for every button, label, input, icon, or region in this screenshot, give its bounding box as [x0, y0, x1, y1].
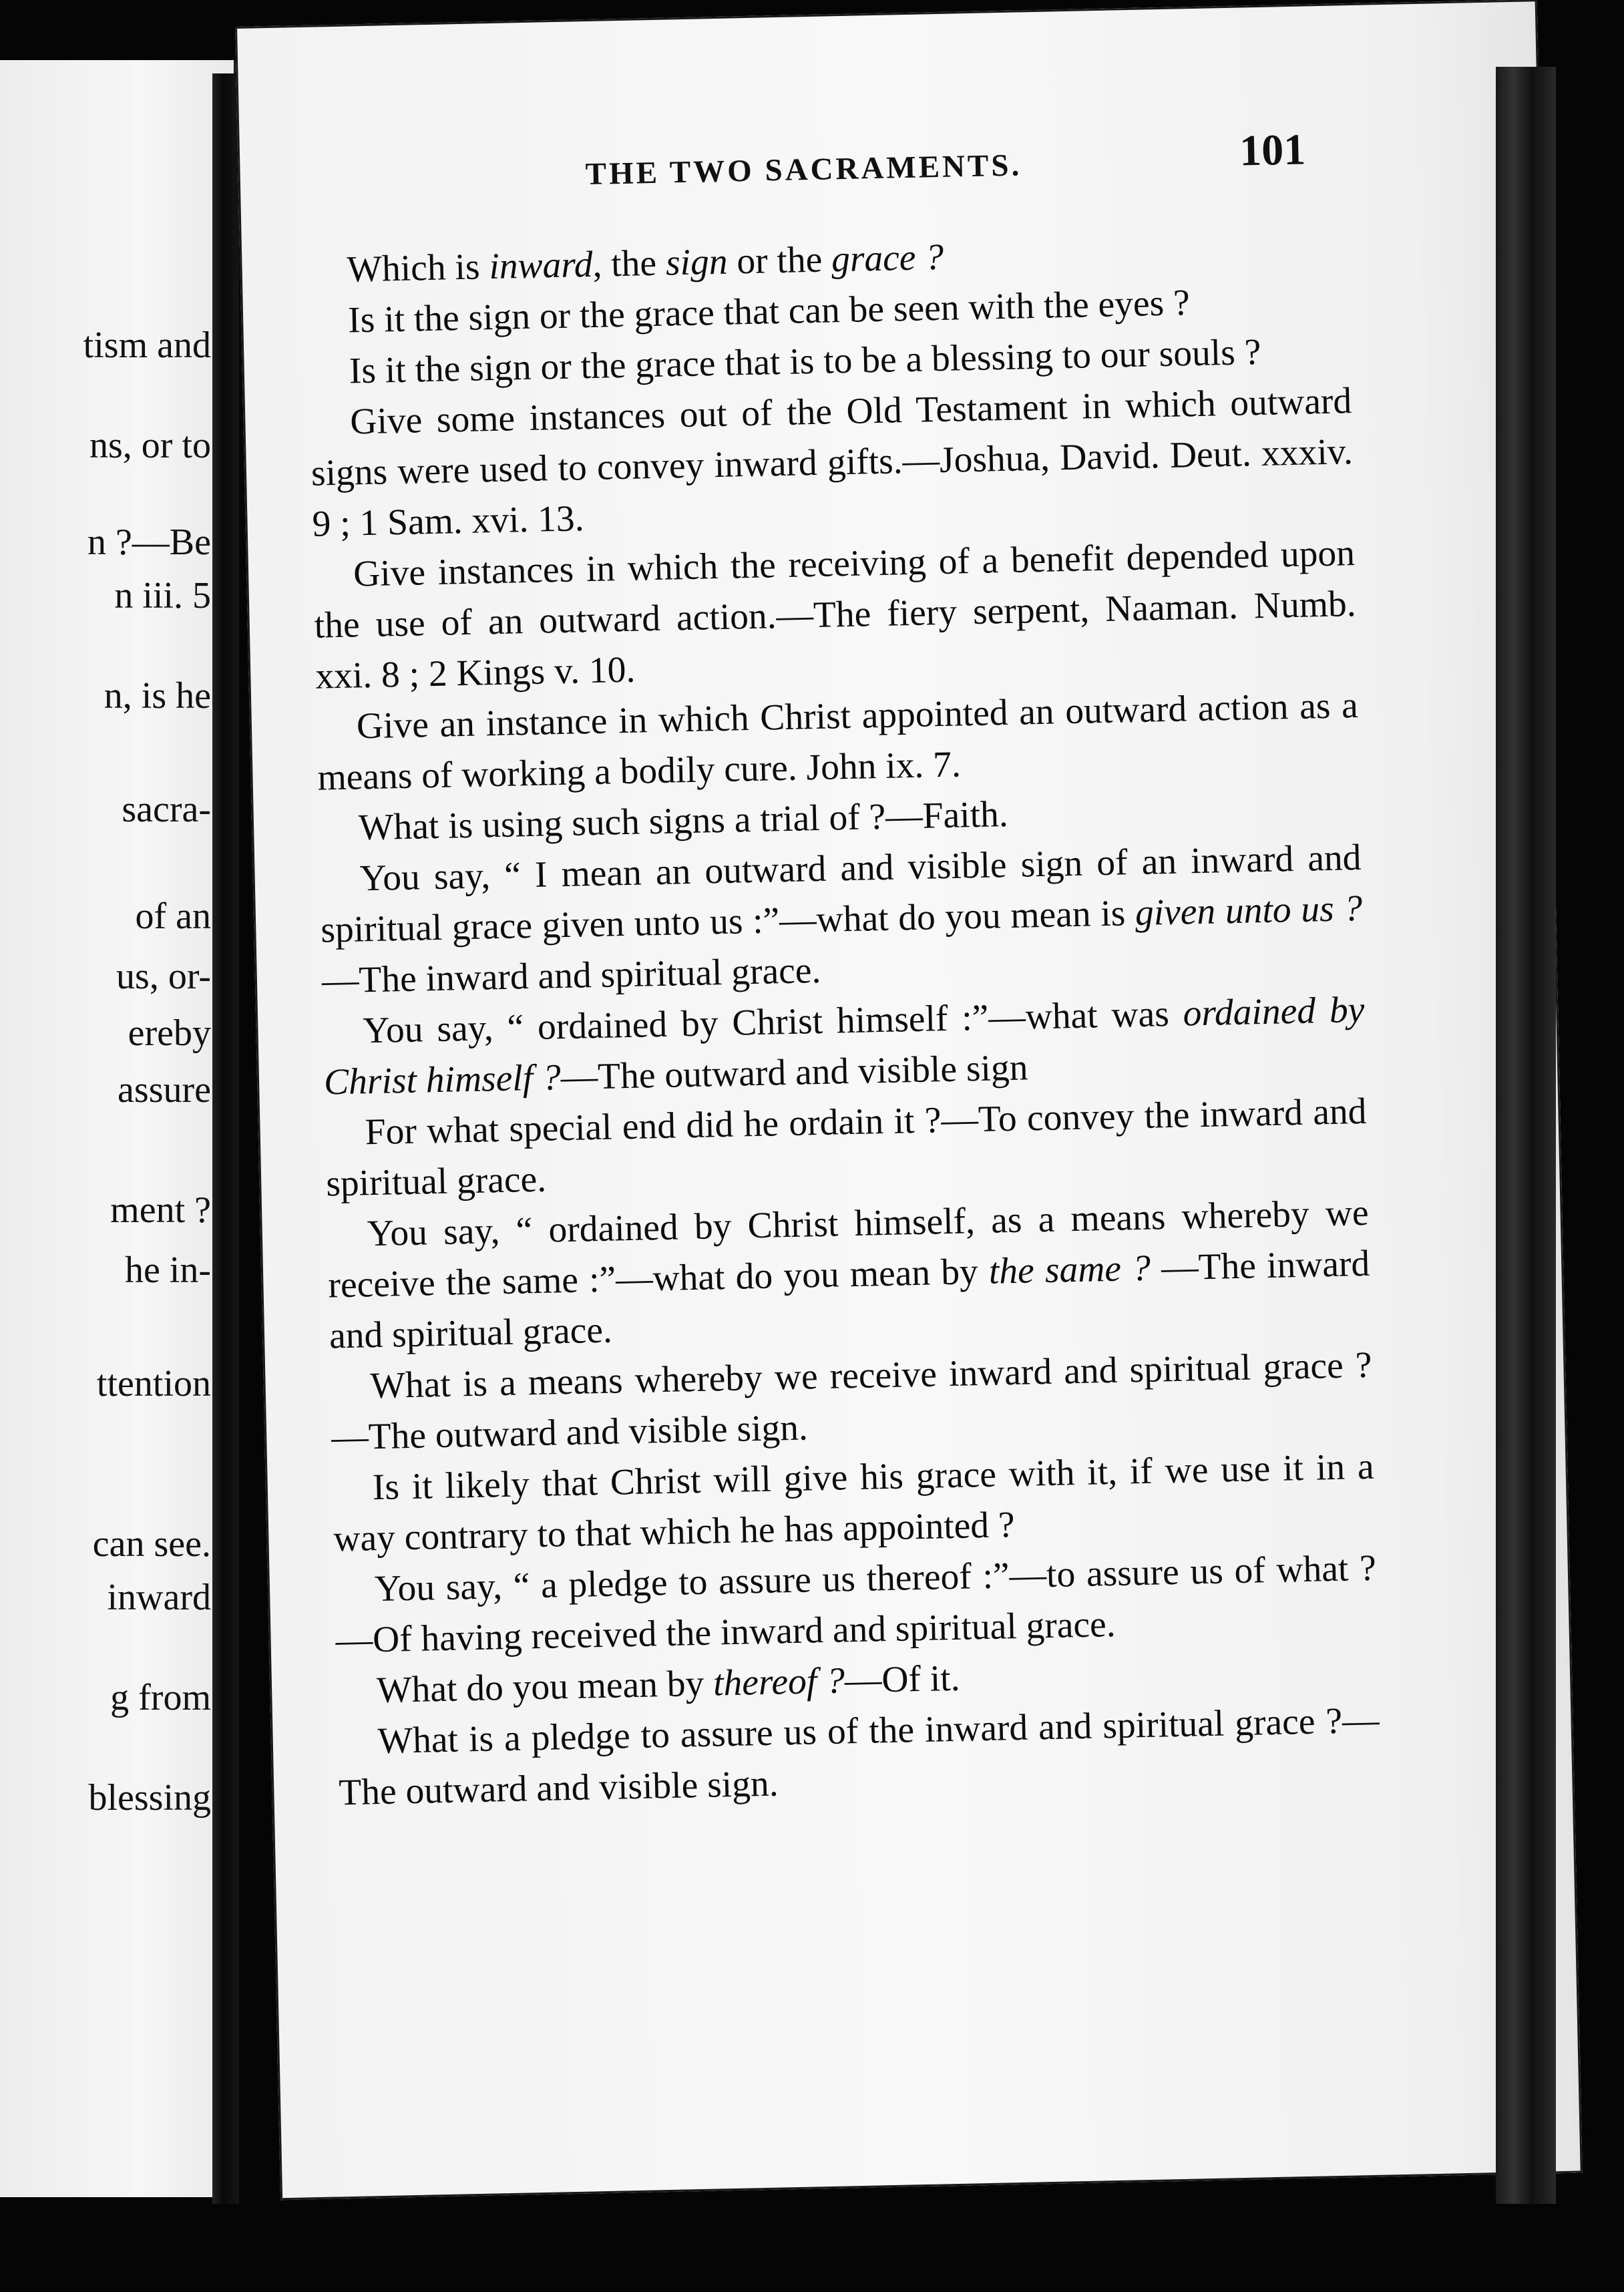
- left-page-line: ttention: [96, 1363, 211, 1404]
- left-page-line: us, or-: [116, 956, 211, 997]
- left-page-line: he in-: [124, 1250, 211, 1291]
- left-page-line: can see.: [92, 1523, 211, 1565]
- text-run: Is it the sign or the grace that can be seen with the eyes ?: [347, 282, 1191, 341]
- text-run: or the: [727, 239, 832, 282]
- text-run: What is using such signs a trial of ?—Faith.: [358, 794, 1009, 849]
- left-page-line: ereby: [128, 1012, 211, 1054]
- left-page-line: tism and: [83, 325, 211, 366]
- current-page: [235, 0, 1583, 2200]
- italic-phrase: inward: [488, 244, 594, 288]
- text-run: , the: [592, 242, 666, 285]
- left-page-line: g from: [110, 1677, 211, 1718]
- qa-paragraph: [337, 1696, 1381, 1819]
- book-gutter: [212, 73, 239, 2204]
- text-run: —The outward and visible sign: [560, 1047, 1028, 1099]
- catechism-text: [307, 224, 1381, 1819]
- left-page-line: n, is he: [104, 675, 211, 717]
- left-page-line: of an: [135, 896, 211, 937]
- left-page-line: sacra-: [122, 789, 211, 830]
- text-run: You say, “ ordained by Christ himself :”—what was: [362, 993, 1184, 1052]
- left-page-line: ment ?: [110, 1189, 211, 1231]
- left-page-line: n ?—Be: [87, 522, 211, 563]
- text-run: You say, “ ordained by Christ himself, as a means whereby we receive the same :”—what do you mean by: [327, 1192, 1370, 1306]
- qa-paragraph: [313, 528, 1357, 703]
- text-run: —The inward and spiritual grace.: [321, 950, 821, 1002]
- qa-paragraph: [319, 833, 1364, 1007]
- text-run: Give some instances out of the Old Testament in which outward signs were used to convey inward gifts.—Joshua, David. Deut. xxxiv. 9 ; 1 Sam. xvi. 13.: [311, 381, 1354, 545]
- text-run: —The inward and spiritual grace.: [329, 1243, 1370, 1357]
- left-page-line: inward: [107, 1577, 211, 1618]
- text-run: Give an instance in which Christ appointed an outward action as a means of working a bodily cure. John ix. 7.: [317, 685, 1359, 799]
- text-run: You say, “ a pledge to assure us thereof :”—to assure us of what ?—Of having received the inward and spiritual grace.: [335, 1547, 1377, 1662]
- page-number: 101: [1239, 125, 1306, 176]
- italic-phrase: thereof ?: [713, 1660, 845, 1704]
- left-page-line: ns, or to: [89, 425, 211, 466]
- text-run: Is it the sign or the grace that is to be a blessing to our souls ?: [349, 331, 1261, 392]
- text-run: Which is: [347, 246, 489, 291]
- text-run: What is a means whereby we receive inward and spiritual grace ?—The outward and visible sign.: [331, 1344, 1372, 1459]
- italic-phrase: given unto us ?: [1135, 888, 1363, 934]
- qa-paragraph: [310, 376, 1354, 550]
- italic-phrase: the same ?: [988, 1248, 1151, 1292]
- running-head: THE TWO SACRAMENTS.: [585, 148, 1022, 192]
- qa-paragraph: [327, 1188, 1371, 1362]
- text-run: —Of it.: [844, 1658, 961, 1702]
- text-run: You say, “ I mean an outward and visible sign of an inward and spiritual grace given unto us :”—what do you mean is: [320, 837, 1362, 951]
- page-block-edge: [1496, 67, 1556, 2204]
- left-page-line: blessing: [88, 1777, 211, 1819]
- italic-phrase: grace ?: [831, 236, 944, 280]
- italic-phrase: sign: [665, 241, 729, 284]
- left-page-line: n iii. 5: [114, 575, 211, 616]
- previous-page-fragment: [0, 60, 238, 2197]
- text-run: What is a pledge to assure us of the inward and spiritual grace ?—The outward and visible sign.: [338, 1700, 1380, 1814]
- text-run: Give instances in which the receiving of a benefit depended upon the use of an outward action.—The fiery serpent, Naaman. Numb. xxi. 8 ; 2 Kings v. 10.: [314, 533, 1357, 697]
- left-page-line: assure: [118, 1069, 211, 1111]
- italic-phrase: ordained by Christ himself ?: [323, 989, 1365, 1103]
- text-run: Is it likely that Christ will give his grace with it, if we use it in a way contrary to that which he has appointed ?: [333, 1446, 1375, 1560]
- text-run: What do you mean by: [376, 1663, 714, 1712]
- text-run: For what special end did he ordain it ?—To convey the inward and spiritual grace.: [325, 1091, 1368, 1205]
